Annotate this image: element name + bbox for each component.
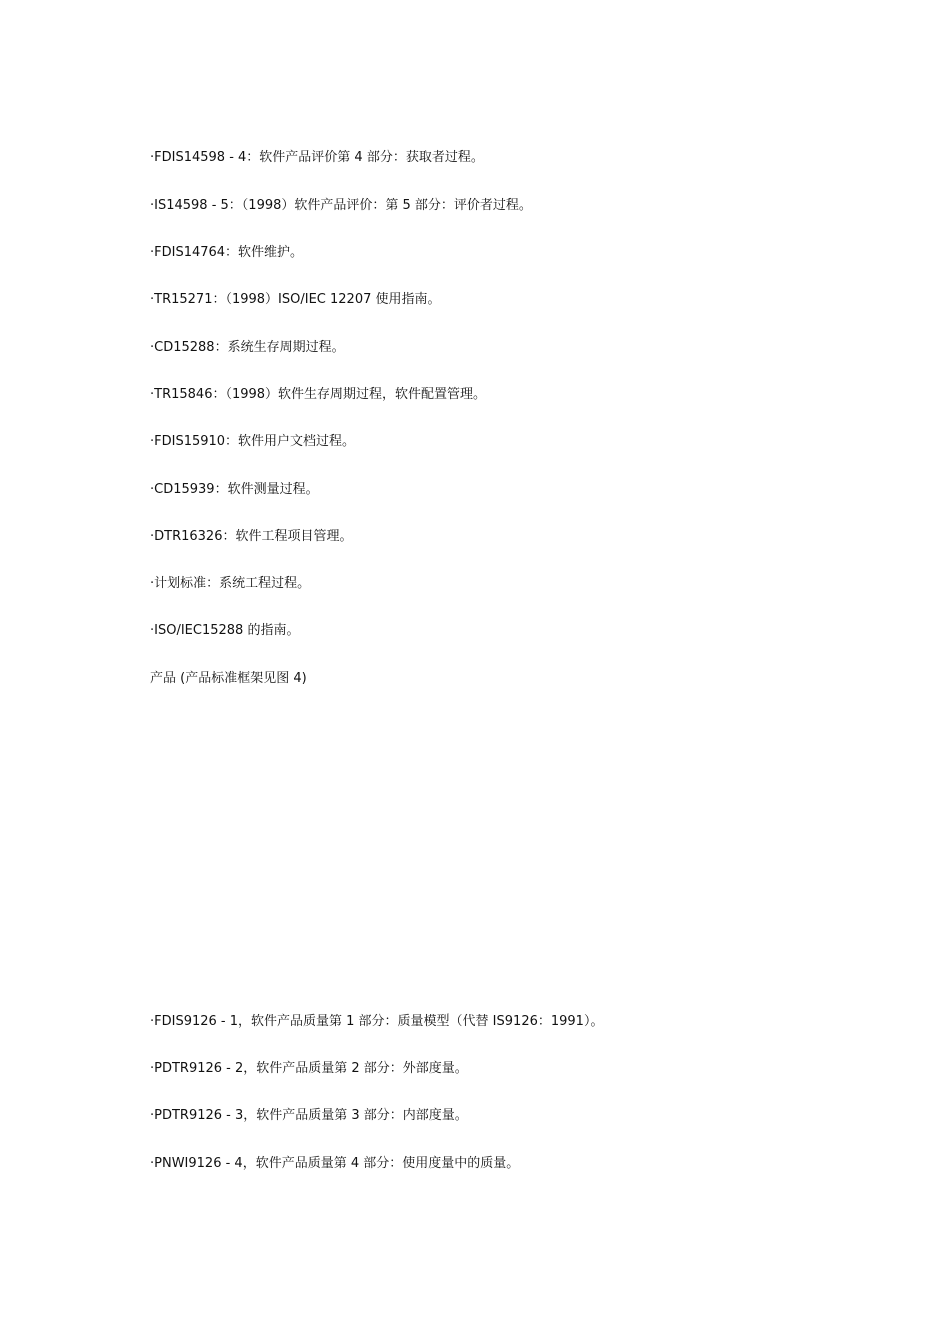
list-item: ·PDTR9126 - 2，软件产品质量第 2 部分：外部度量。 xyxy=(150,1061,468,1076)
list-item: ·计划标准：系统工程过程。 xyxy=(150,576,311,591)
list-item: ·PDTR9126 - 3，软件产品质量第 3 部分：内部度量。 xyxy=(150,1108,468,1123)
list-item: ·TR15846：（1998）软件生存周期过程，软件配置管理。 xyxy=(150,387,487,402)
list-item: ·DTR16326：软件工程项目管理。 xyxy=(150,529,353,544)
list-item: ·FDIS9126 - 1，软件产品质量第 1 部分：质量模型（代替 IS9126：1991）。 xyxy=(150,1014,604,1029)
list-item: ·CD15939：软件测量过程。 xyxy=(150,482,319,497)
list-item: ·FDIS15910：软件用户文档过程。 xyxy=(150,434,356,449)
list-item: ·TR15271：（1998）ISO/IEC 12207 使用指南。 xyxy=(150,292,441,307)
list-item: ·ISO/IEC15288 的指南。 xyxy=(150,623,300,638)
list-item: ·FDIS14598 - 4：软件产品评价第 4 部分：获取者过程。 xyxy=(150,150,484,165)
list-item: ·IS14598 - 5：（1998）软件产品评价：第 5 部分：评价者过程。 xyxy=(150,198,532,213)
section-heading: 产品 (产品标准框架见图 4) xyxy=(150,671,307,686)
list-item: ·FDIS14764：软件维护。 xyxy=(150,245,304,260)
list-item: ·PNWI9126 - 4，软件产品质量第 4 部分：使用度量中的质量。 xyxy=(150,1156,520,1171)
list-item: ·CD15288：系统生存周期过程。 xyxy=(150,340,345,355)
